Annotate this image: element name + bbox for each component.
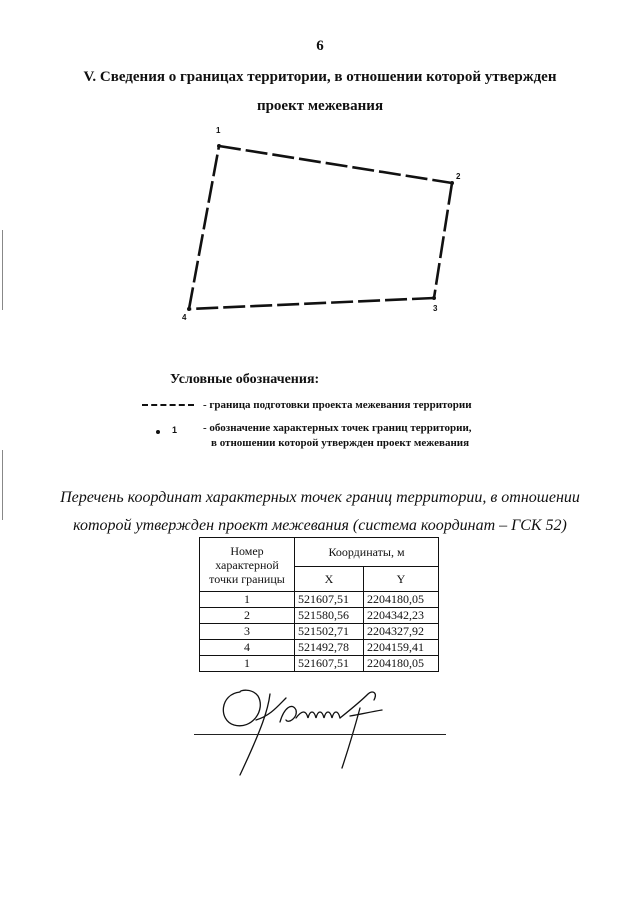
page-number: 6 [316, 38, 324, 54]
cell-y: 2204327,92 [364, 624, 439, 640]
scan-margin-mark [2, 230, 3, 310]
coordinates-table [199, 537, 439, 672]
cell-point-number: 4 [200, 640, 295, 656]
boundary-segment-1-2 [219, 146, 452, 183]
cell-x: 521607,51 [295, 592, 364, 608]
cell-x: 521607,51 [295, 656, 364, 672]
table-row [200, 640, 439, 656]
legend-boundary-line [142, 404, 194, 406]
scan-margin-mark [2, 450, 3, 520]
legend-points-text-line2: в отношении которой утвержден проект межевания [211, 437, 470, 449]
boundary-segment-2-3 [434, 183, 452, 298]
point-label-1: 1 [216, 126, 221, 135]
legend-point-marker [156, 430, 160, 434]
boundary-point-1 [217, 144, 221, 148]
boundary-segment-4-1 [189, 146, 219, 309]
table-row [200, 624, 439, 640]
signature [200, 680, 400, 780]
table-row [200, 592, 439, 608]
legend-points-text-line1: - обозначение характерных точек границ территории, [203, 422, 472, 434]
legend-point-label: 1 [172, 425, 178, 435]
section-title-line2: проект межевания [256, 98, 384, 114]
header-y: Y [364, 567, 439, 592]
section-title-line1: V. Сведения о границах территории, в отношении которой утвержден [83, 69, 557, 85]
header-coordinates: Координаты, м [295, 538, 439, 567]
cell-point-number: 3 [200, 624, 295, 640]
header-point-number: Номер характерной точки границы [200, 538, 295, 592]
point-label-4: 4 [182, 313, 187, 322]
signature-line [194, 734, 446, 735]
cell-y: 2204342,23 [364, 608, 439, 624]
cell-point-number: 1 [200, 656, 295, 672]
header-x: X [295, 567, 364, 592]
cell-x: 521580,56 [295, 608, 364, 624]
boundary-point-4 [187, 307, 191, 311]
legend-boundary-text: - граница подготовки проекта межевания территории [203, 399, 472, 411]
boundary-point-3 [432, 296, 436, 300]
point-label-2: 2 [456, 172, 461, 181]
coords-list-title-line1: Перечень координат характерных точек границ территории, в отношении [60, 489, 580, 506]
cell-x: 521492,78 [295, 640, 364, 656]
boundary-segment-3-4 [189, 298, 434, 309]
table-row [200, 656, 439, 672]
cell-point-number: 1 [200, 592, 295, 608]
cell-y: 2204159,41 [364, 640, 439, 656]
legend-title: Условные обозначения: [170, 372, 320, 387]
cell-x: 521502,71 [295, 624, 364, 640]
boundary-point-2 [450, 181, 454, 185]
cell-y: 2204180,05 [364, 592, 439, 608]
table-row [200, 608, 439, 624]
coords-list-title-line2: которой утвержден проект межевания (система координат – ГСК 52) [73, 517, 567, 534]
point-label-3: 3 [433, 304, 438, 313]
cell-y: 2204180,05 [364, 656, 439, 672]
cell-point-number: 2 [200, 608, 295, 624]
